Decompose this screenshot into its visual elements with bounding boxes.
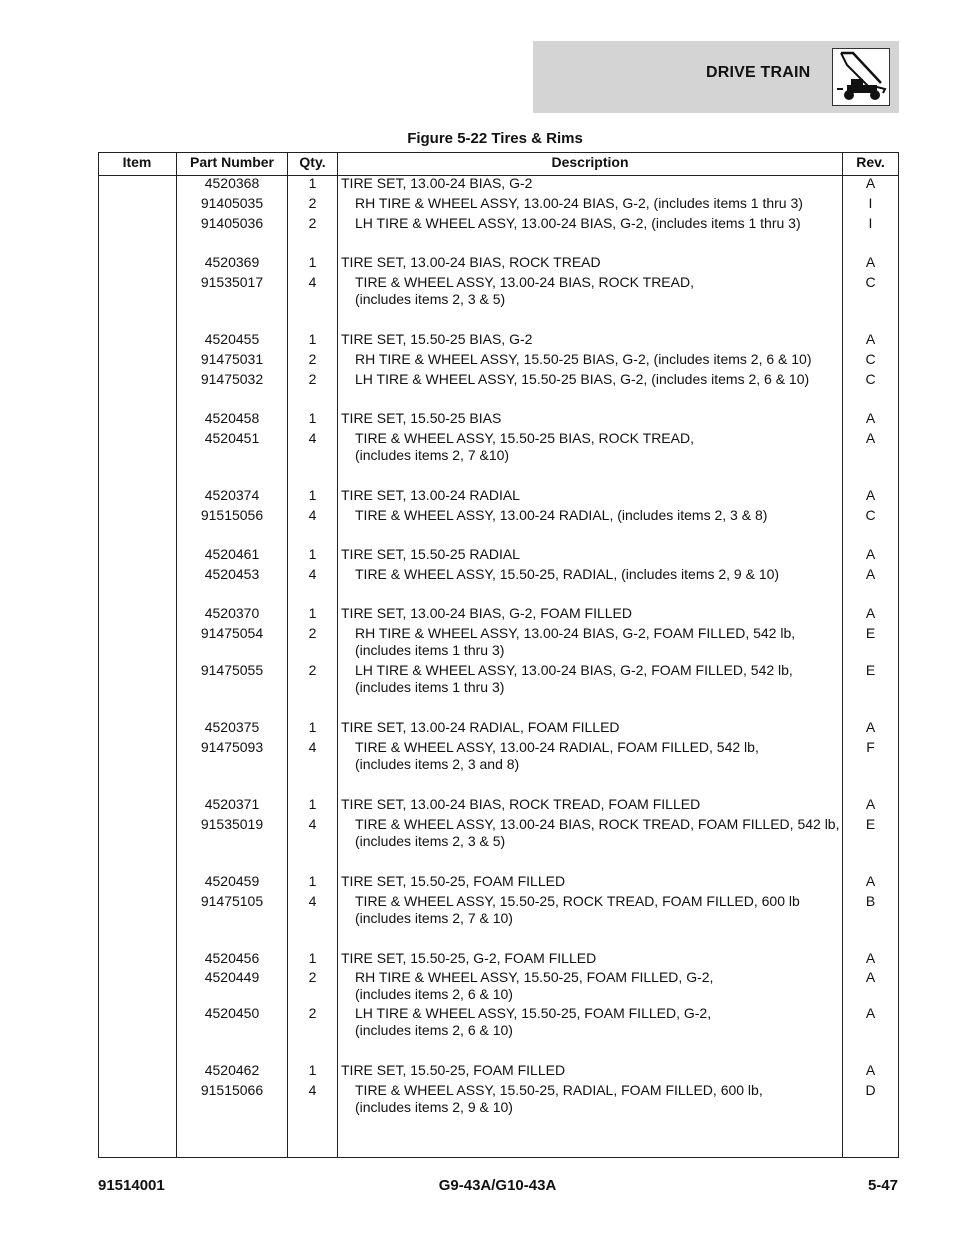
rev-cell: C <box>865 351 876 367</box>
description-cell: TIRE SET, 13.00-24 BIAS, ROCK TREAD <box>341 254 601 270</box>
part-number-cell: 91475054 <box>200 625 264 641</box>
description-cell: (includes items 2, 3 and 8) <box>355 756 520 772</box>
part-number-cell: 91475055 <box>200 662 264 678</box>
qty-cell: 1 <box>308 1062 317 1078</box>
figure-title: Figure 5-22 Tires & Rims <box>407 130 583 147</box>
description-cell: TIRE & WHEEL ASSY, 15.50-25, RADIAL, (includes items 2, 9 & 10) <box>355 566 780 582</box>
qty-cell: 2 <box>308 662 317 678</box>
part-number-cell: 4520368 <box>204 175 260 191</box>
part-number-cell: 4520449 <box>204 969 260 985</box>
description-cell: TIRE SET, 13.00-24 BIAS, G-2 <box>341 175 533 191</box>
part-number-cell: 91475105 <box>200 893 264 909</box>
description-cell: TIRE & WHEEL ASSY, 15.50-25, RADIAL, FOAM FILLED, 600 lb, <box>355 1082 763 1098</box>
description-cell: (includes items 2, 7 & 10) <box>355 910 513 926</box>
qty-cell: 2 <box>308 625 317 641</box>
part-number-cell: 91515056 <box>200 507 264 523</box>
qty-cell: 2 <box>308 969 317 985</box>
qty-cell: 4 <box>308 893 317 909</box>
qty-cell: 4 <box>308 430 317 446</box>
description-cell: TIRE & WHEEL ASSY, 15.50-25 BIAS, ROCK TREAD, <box>355 430 694 446</box>
qty-cell: 2 <box>308 215 317 231</box>
description-cell: TIRE SET, 13.00-24 RADIAL <box>341 487 520 503</box>
description-cell: TIRE SET, 15.50-25, FOAM FILLED <box>341 873 566 889</box>
rev-cell: E <box>865 662 876 678</box>
description-cell: TIRE & WHEEL ASSY, 13.00-24 RADIAL, (includes items 2, 3 & 8) <box>355 507 768 523</box>
part-number-cell: 91405036 <box>200 215 264 231</box>
description-cell: TIRE & WHEEL ASSY, 13.00-24 RADIAL, FOAM FILLED, 542 lb, <box>355 739 759 755</box>
description-cell: RH TIRE & WHEEL ASSY, 15.50-25 BIAS, G-2, (includes items 2, 6 & 10) <box>355 351 812 367</box>
part-number-cell: 4520458 <box>204 410 260 426</box>
part-number-cell: 91405035 <box>200 195 264 211</box>
part-number-cell: 4520461 <box>204 546 260 562</box>
description-cell: TIRE SET, 13.00-24 BIAS, ROCK TREAD, FOAM FILLED <box>341 796 701 812</box>
description-cell: RH TIRE & WHEEL ASSY, 13.00-24 BIAS, G-2, FOAM FILLED, 542 lb, <box>355 625 796 641</box>
telehandler-icon <box>832 48 890 106</box>
qty-cell: 4 <box>308 274 317 290</box>
description-cell: (includes items 2, 3 & 5) <box>355 291 506 307</box>
description-cell: LH TIRE & WHEEL ASSY, 15.50-25 BIAS, G-2, (includes items 2, 6 & 10) <box>355 371 810 387</box>
qty-cell: 4 <box>308 739 317 755</box>
description-cell: TIRE SET, 15.50-25 BIAS <box>341 410 502 426</box>
qty-cell: 1 <box>308 719 317 735</box>
rev-cell: C <box>865 371 876 387</box>
qty-cell: 2 <box>308 371 317 387</box>
rev-cell: A <box>865 873 876 889</box>
qty-cell: 2 <box>308 1005 317 1021</box>
description-cell: TIRE SET, 15.50-25 BIAS, G-2 <box>341 331 533 347</box>
rev-cell: I <box>868 195 873 211</box>
part-number-cell: 4520375 <box>204 719 260 735</box>
rev-cell: A <box>865 487 876 503</box>
part-number-cell: 4520369 <box>204 254 260 270</box>
qty-cell: 1 <box>308 546 317 562</box>
qty-cell: 1 <box>308 950 317 966</box>
description-cell: TIRE & WHEEL ASSY, 13.00-24 BIAS, ROCK TREAD, <box>355 274 694 290</box>
part-number-cell: 4520462 <box>204 1062 260 1078</box>
part-number-cell: 4520374 <box>204 487 260 503</box>
description-cell: LH TIRE & WHEEL ASSY, 15.50-25, FOAM FILLED, G-2, <box>355 1005 712 1021</box>
qty-cell: 1 <box>308 796 317 812</box>
description-cell: (includes items 2, 3 & 5) <box>355 833 506 849</box>
rev-cell: A <box>865 719 876 735</box>
part-number-cell: 4520456 <box>204 950 260 966</box>
footer-page-number: 5-47 <box>867 1177 898 1194</box>
rev-cell: A <box>865 566 876 582</box>
qty-cell: 4 <box>308 507 317 523</box>
description-cell: TIRE SET, 15.50-25, G-2, FOAM FILLED <box>341 950 597 966</box>
description-cell: (includes items 1 thru 3) <box>355 679 505 695</box>
column-header-rev: Rev. <box>856 154 885 170</box>
part-number-cell: 91535019 <box>200 816 264 832</box>
qty-cell: 4 <box>308 1082 317 1098</box>
part-number-cell: 4520450 <box>204 1005 260 1021</box>
part-number-cell: 91475093 <box>200 739 264 755</box>
description-cell: RH TIRE & WHEEL ASSY, 13.00-24 BIAS, G-2, (includes items 1 thru 3) <box>355 195 803 211</box>
rev-cell: D <box>865 1082 876 1098</box>
description-cell: (includes items 2, 7 &10) <box>355 447 510 463</box>
description-cell: (includes items 2, 6 & 10) <box>355 986 513 1002</box>
qty-cell: 2 <box>308 351 317 367</box>
rev-cell: A <box>865 331 876 347</box>
qty-cell: 1 <box>308 487 317 503</box>
column-header-item: Item <box>122 154 152 170</box>
description-cell: TIRE SET, 15.50-25 RADIAL <box>341 546 520 562</box>
description-cell: (includes items 1 thru 3) <box>355 642 505 658</box>
description-cell: (includes items 2, 9 & 10) <box>355 1099 513 1115</box>
part-number-cell: 4520370 <box>204 605 260 621</box>
rev-cell: A <box>865 546 876 562</box>
part-number-cell: 4520455 <box>204 331 260 347</box>
section-title: DRIVE TRAIN <box>706 64 811 81</box>
qty-cell: 1 <box>308 331 317 347</box>
column-header-qty: Qty. <box>299 154 326 170</box>
part-number-cell: 91475031 <box>200 351 264 367</box>
footer-model: G9-43A/G10-43A <box>438 1177 557 1194</box>
qty-cell: 1 <box>308 873 317 889</box>
rev-cell: A <box>865 254 876 270</box>
rev-cell: A <box>865 796 876 812</box>
part-number-cell: 91515066 <box>200 1082 264 1098</box>
description-cell: TIRE SET, 13.00-24 BIAS, G-2, FOAM FILLED <box>341 605 632 621</box>
part-number-cell: 91535017 <box>200 274 264 290</box>
rev-cell: E <box>865 625 876 641</box>
description-cell: TIRE SET, 13.00-24 RADIAL, FOAM FILLED <box>341 719 620 735</box>
qty-cell: 1 <box>308 254 317 270</box>
rev-cell: A <box>865 1062 876 1078</box>
rev-cell: C <box>865 274 876 290</box>
rev-cell: A <box>865 410 876 426</box>
description-cell: TIRE & WHEEL ASSY, 13.00-24 BIAS, ROCK TREAD, FOAM FILLED, 542 lb, <box>355 816 840 832</box>
column-header-description: Description <box>551 154 629 170</box>
qty-cell: 2 <box>308 195 317 211</box>
description-cell: RH TIRE & WHEEL ASSY, 15.50-25, FOAM FILLED, G-2, <box>355 969 714 985</box>
description-cell: LH TIRE & WHEEL ASSY, 13.00-24 BIAS, G-2, FOAM FILLED, 542 lb, <box>355 662 793 678</box>
rev-cell: B <box>865 893 876 909</box>
rev-cell: E <box>865 816 876 832</box>
rev-cell: I <box>868 215 873 231</box>
qty-cell: 1 <box>308 175 317 191</box>
description-cell: LH TIRE & WHEEL ASSY, 13.00-24 BIAS, G-2, (includes items 1 thru 3) <box>355 215 801 231</box>
rev-cell: A <box>865 605 876 621</box>
part-number-cell: 4520459 <box>204 873 260 889</box>
rev-cell: C <box>865 507 876 523</box>
rev-cell: F <box>866 739 875 755</box>
footer-document-number: 91514001 <box>98 1177 165 1194</box>
column-header-part-number: Part Number <box>189 154 275 170</box>
rev-cell: A <box>865 950 876 966</box>
column-divider <box>337 152 338 1158</box>
part-number-cell: 4520371 <box>204 796 260 812</box>
qty-cell: 4 <box>308 566 317 582</box>
description-cell: TIRE & WHEEL ASSY, 15.50-25, ROCK TREAD, FOAM FILLED, 600 lb <box>355 893 800 909</box>
qty-cell: 1 <box>308 605 317 621</box>
description-cell: (includes items 2, 6 & 10) <box>355 1022 513 1038</box>
rev-cell: A <box>865 969 876 985</box>
rev-cell: A <box>865 175 876 191</box>
qty-cell: 1 <box>308 410 317 426</box>
part-number-cell: 4520453 <box>204 566 260 582</box>
description-cell: TIRE SET, 15.50-25, FOAM FILLED <box>341 1062 566 1078</box>
part-number-cell: 4520451 <box>204 430 260 446</box>
qty-cell: 4 <box>308 816 317 832</box>
rev-cell: A <box>865 1005 876 1021</box>
rev-cell: A <box>865 430 876 446</box>
part-number-cell: 91475032 <box>200 371 264 387</box>
